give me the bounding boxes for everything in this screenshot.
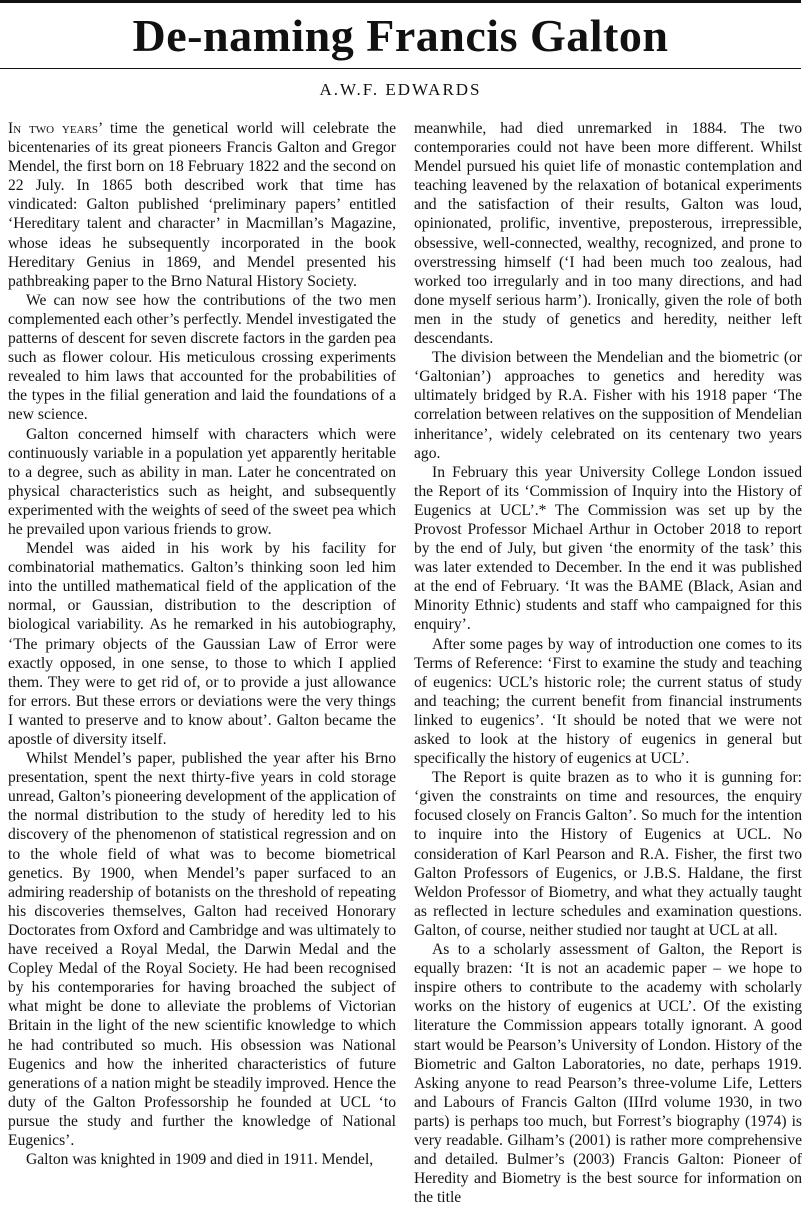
paragraph: The division between the Mendelian and the biometric (or ‘Galtonian’) approaches to genetics and heredity was ultimately bridged by R.A. Fisher with his 1918 paper ‘The correlation between relatives on the supposition of Mendelian inheritance’, widely celebrated on its centenary two years ago. — [414, 349, 802, 462]
paragraph-text: ’ time the genetical world will celebrate the bicentenaries of its great pioneers Francis Galton and Gregor Mendel, the first born on 18 February 1822 and the second on 22 July. In 1865 both described work that time has vindicated: Galton published ‘preliminary papers’ entitled ‘Hereditary talent and character’ in Macmillan’s Magazine, whose ideas he subsequently incorporated in the book Hereditary Genius in 1869, and Mendel presented his pathbreaking paper to the Brno Natural History Society. — [8, 120, 396, 290]
paragraph: Mendel was aided in his work by his facility for combinatorial mathematics. Galton’s thinking soon led him into the untilled mathematical field of the application of the normal, or Gaussian, distribution to the description of biological variability. As he remarked in his autobiography, ‘The primary objects of the Gaussian Law of Error were exactly opposed, in one sense, to those to which I applied them. They were to get rid of, or to provide a just allowance for errors. But these errors or deviations were the very things I wanted to preserve and to know about’. Galton became the apostle of diversity itself. — [8, 540, 396, 748]
paragraph: meanwhile, had died unremarked in 1884. The two contemporaries could not have been more different. Whilst Mendel pursued his quiet life of monastic contemplation and teaching leavened by the relaxation of botanical experiments and the satisfaction of their results, Galton was loud, opinionated, prolific, inventive, preposterous, irrepressible, obsessive, well-connected, wealthy, recognized, and prone to overstressing himself (‘I had been much too zealous, had worked too irregularly and in too many directions, and had done myself serious harm’). Ironically, given the role of both men in the study of genetics and heredity, neither left descendants. — [414, 120, 802, 348]
article-title: De-naming Francis Galton — [132, 10, 669, 61]
paragraph: After some pages by way of introduction one comes to its Terms of Reference: ‘First to examine the study and teaching of eugenics: UCL’s historic role; the current status of study and teaching; the current benefit from financial instruments linked to eugenics’. ‘It should be noted that we were not asked to look at the history of eugenics in general but specifically the history of eugenics at UCL’. — [414, 635, 802, 768]
paragraph: Galton concerned himself with characters which were continuously variable in a population yet apparently heritable to a degree, such as ability in man. Later he concentrated on physical characteristics such as height, and subsequently experimented with the weights of seed of the sweet pea which he prevailed upon various friends to grow. — [8, 425, 396, 538]
paragraph: As to a scholarly assessment of Galton, the Report is equally brazen: ‘It is not an academic paper – we hope to inspire others to contribute to the academy with scholarly works on the history of eugenics at UCL’. Of the existing literature the Commission appears totally ignorant. A good start would be Pearson’s University of London. History of the Biometric and Galton Laboratories, no date, perhaps 1919. Asking anyone to read Pearson’s three-volume Life, Letters and Labours of Francis Galton (IIIrd volume 1930, in two parts) is perhaps too much, but Forrest’s biography (1974) is very readable. Gilham’s (2001) is rather more comprehensive and detailed. Bulmer’s (2003) Francis Galton: Pioneer of Heredity and Biometry is the best source for information on the title — [414, 941, 802, 1207]
paragraph: In February this year University College London issued the Report of its ‘Commission of Inquiry into the History of Eugenics at UCL’.* The Commission was set up by the Provost Professor Michael Arthur in October 2018 to report by the end of July, but given ‘the enormity of the task’ this was later extended to December. In the end it was published at the end of February. ‘It was the BAME (Black, Asian and Minority Ethnic) students and staff who campaigned for this enquiry’. — [414, 463, 802, 634]
author-byline: A.W.F. EDWARDS — [319, 80, 482, 99]
paragraph: Whilst Mendel’s paper, published the year after his Brno presentation, spent the next thirty-five years in cold storage unread, Galton’s pioneering development of the application of the normal distribution to the study of heredity led to his discovery of the phenomenon of statistical regression and on to the whole field of what was to become biometrical genetics. By 1900, when Mendel’s paper surfaced to an admiring readership of botanists on the threshold of repeating his discoveries themselves, Galton had received Honorary Doctorates from Oxford and Cambridge and was ultimately to have received a Royal Medal, the Darwin Medal and the Copley Medal of the Royal Society. He had been recognised by his contemporaries for having broached the subject of what might be done to alleviate the problems of Victorian Britain in the light of the new scientific knowledge to which he had contributed so much. His obsession was National Eugenics and how the inherited characteristics of future generations of a nation might be steadily improved. Hence the duty of the Galton Professorship he founded at UCL ‘to pursue the study and further the knowledge of National Eugenics’. — [8, 750, 397, 1149]
top-rule — [0, 0, 801, 3]
title-underline — [0, 68, 801, 69]
right-column — [414, 119, 802, 1207]
left-column — [8, 119, 397, 1169]
paragraph — [8, 119, 396, 291]
paragraph: The Report is quite brazen as to who it is gunning for: ‘given the constraints on time and resources, the enquiry focused closely on Francis Galton’. So much for the intention to inquire into the History of Eugenics at UCL. No consideration of Karl Pearson and R.A. Fisher, the first two Galton Professors of Eugenics, or J.B.S. Haldane, the first Weldon Professor of Biometry, and what they actually taught as reflected in lecture schedules and examination questions. Galton, of course, neither studied nor taught at UCL at all. — [414, 769, 802, 939]
paragraph: Galton was knighted in 1909 and died in 1911. Mendel, — [26, 1151, 374, 1169]
paragraph: We can now see how the contributions of the two men complemented each other’s perfectly. Mendel investigated the patterns of descent for seven discrete factors in the garden pea such as flower colour. His meticulous crossing experiments revealed to him laws that accounted for the probabilities of the types in the filial generation and laid the foundations of a new science. — [8, 291, 396, 424]
lead-in-smallcaps: In two years — [8, 120, 98, 137]
